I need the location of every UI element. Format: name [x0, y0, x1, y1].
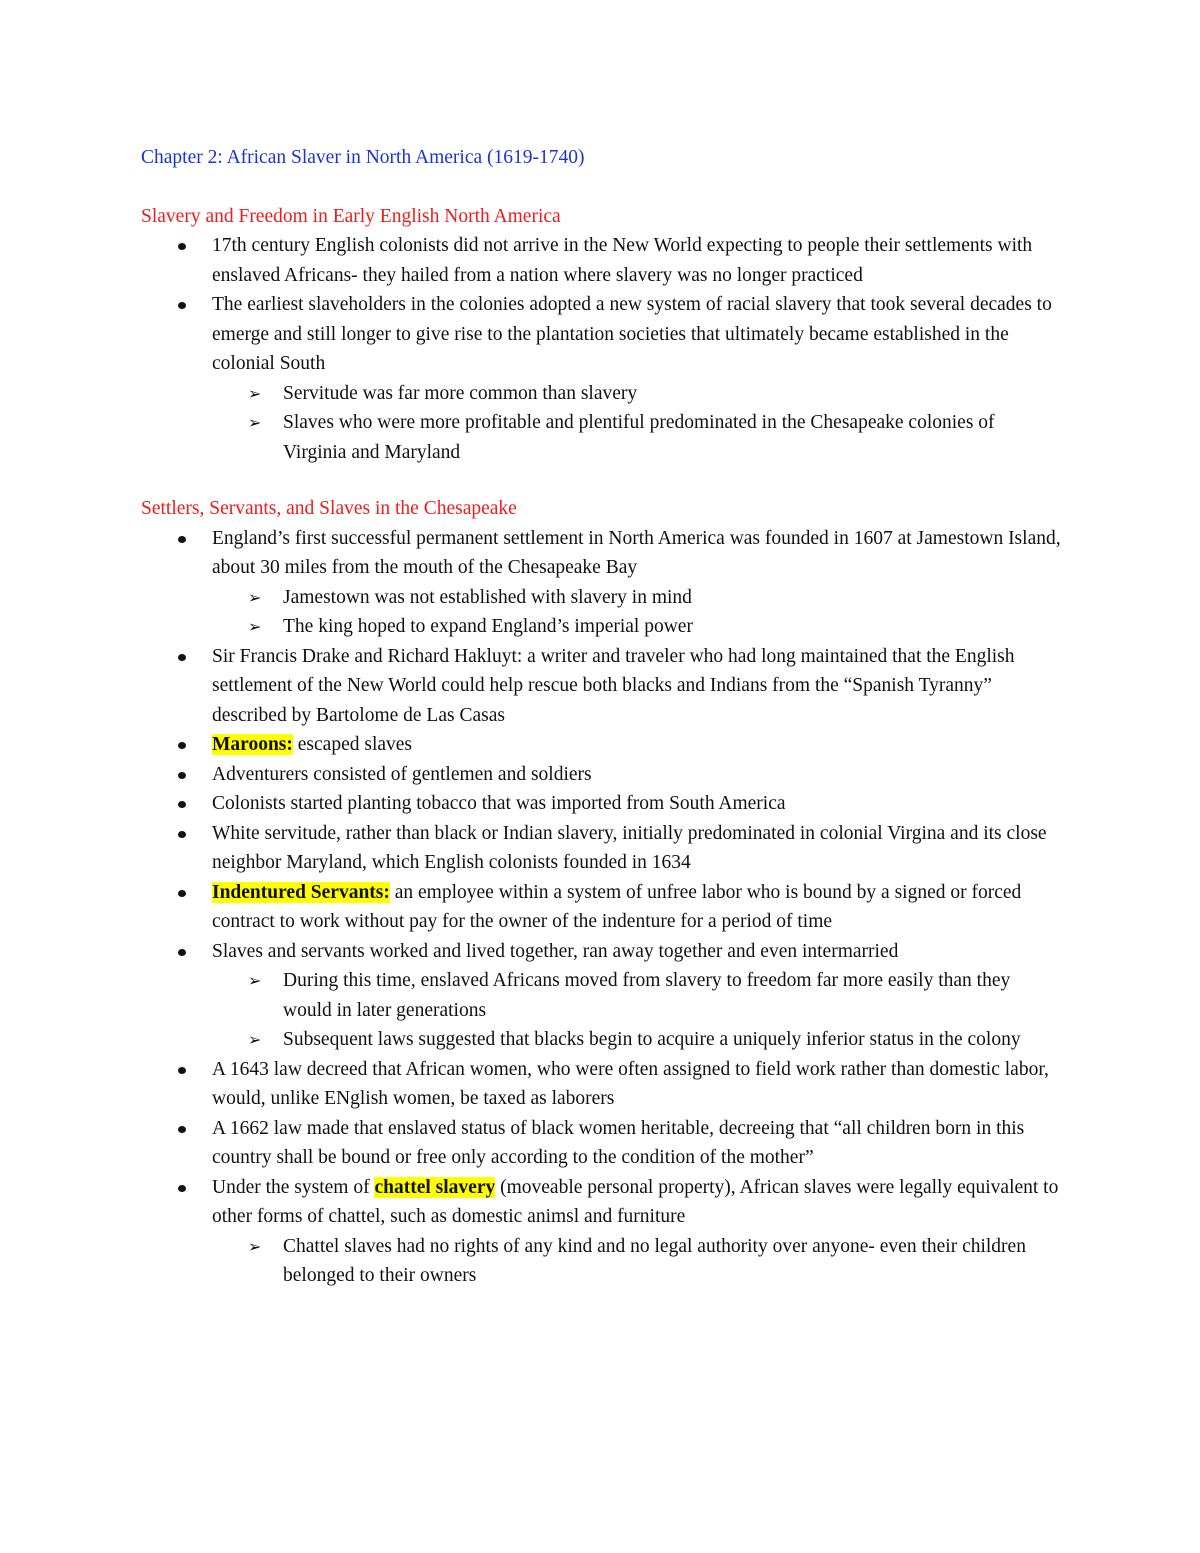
- bullet-icon: [178, 1126, 186, 1133]
- bullet-icon: [178, 890, 186, 897]
- sub-list-item: ➢ Chattel slaves had no rights of any kind and no legal authority over anyone- even their children belonged to their owners: [283, 1232, 1061, 1291]
- sub-bullet-list: [212, 966, 1061, 1055]
- list-item: The earliest slaveholders in the colonies adopted a new system of racial slavery that took several decades to emerge and still longer to give rise to the plantation societies that ultimately became established in the colonial South ➢ Servitude was far more common than slavery ➢ Slaves who were more profitable and plentiful predominated in the Chesapeake colonies of Virginia and Maryland: [212, 290, 1061, 467]
- list-item: Slaves and servants worked and lived together, ran away together and even intermarried ➢ During this time, enslaved Africans moved from slavery to freedom far more easily than they would in later generations ➢ Subsequent laws suggested that blacks begin to acquire a uniquely inferior status in the colony: [212, 937, 1061, 1055]
- sub-bullet-list: [212, 1232, 1061, 1291]
- bullet-list: [141, 524, 1061, 1291]
- highlighted-term: Indentured Servants:: [212, 881, 390, 903]
- bullet-icon: [178, 302, 186, 309]
- arrowhead-bullet-icon: ➢: [248, 383, 262, 403]
- list-item: White servitude, rather than black or Indian slavery, initially predominated in colonial Virgina and its close neighbor Maryland, which English colonists founded in 1634: [212, 819, 1061, 878]
- list-item: England’s first successful permanent settlement in North America was founded in 1607 at Jamestown Island, about 30 miles from the mouth of the Chesapeake Bay ➢ Jamestown was not established with slavery in mind ➢ The king hoped to expand England’s imperial power: [212, 524, 1061, 642]
- list-item: Sir Francis Drake and Richard Hakluyt: a writer and traveler who had long maintained that the English settlement of the New World could help rescue both blacks and Indians from the “Spanish Tyranny” described by Bartolome de Las Casas: [212, 642, 1061, 731]
- highlighted-term: Maroons:: [212, 734, 293, 755]
- list-item: Under the system of chattel slavery (moveable personal property), African slaves were legally equivalent to other forms of chattel, such as domestic animsl and furniture ➢ Chattel slaves had no rights of any kind and no legal authority over anyone- even their children belonged to their owners: [212, 1173, 1061, 1291]
- document-body: [141, 143, 1061, 1291]
- sub-bullet-list: [212, 379, 1061, 468]
- arrowhead-bullet-icon: ➢: [248, 971, 262, 990]
- sub-list-item: ➢ Servitude was far more common than slavery: [283, 379, 1061, 409]
- bullet-icon: [178, 654, 186, 661]
- sub-list-item: ➢ Slaves who were more profitable and plentiful predominated in the Chesapeake colonies of Virginia and Maryland: [283, 408, 1061, 467]
- sub-list-item: ➢ Subsequent laws suggested that blacks begin to acquire a uniquely inferior status in the colony: [283, 1025, 1061, 1055]
- sub-list-item: ➢ Jamestown was not established with slavery in mind: [283, 583, 1061, 613]
- section-heading-slavery-freedom: Slavery and Freedom in Early English North America: [141, 205, 561, 227]
- sub-list-item: ➢ The king hoped to expand England’s imperial power: [283, 612, 1061, 642]
- section-heading-chesapeake: Settlers, Servants, and Slaves in the Chesapeake: [141, 498, 517, 519]
- list-item: Maroons: escaped slaves: [212, 730, 1061, 760]
- arrowhead-bullet-icon: ➢: [248, 413, 262, 432]
- bullet-icon: [178, 1185, 186, 1192]
- chapter-title: Chapter 2: African Slaver in North America (1619-1740): [141, 147, 585, 168]
- arrowhead-bullet-icon: ➢: [248, 1030, 262, 1049]
- bullet-icon: [178, 243, 186, 250]
- list-item: 17th century English colonists did not arrive in the New World expecting to people their settlements with enslaved Africans- they hailed from a nation where slavery was no longer practiced: [212, 231, 1061, 290]
- bullet-icon: [178, 1067, 186, 1074]
- highlighted-term: chattel slavery: [374, 1176, 496, 1198]
- arrowhead-bullet-icon: ➢: [248, 587, 262, 607]
- arrowhead-bullet-icon: ➢: [248, 1236, 262, 1256]
- arrowhead-bullet-icon: ➢: [248, 617, 262, 636]
- sub-list-item: ➢ During this time, enslaved Africans moved from slavery to freedom far more easily than they would in later generations: [283, 966, 1061, 1025]
- bullet-icon: [178, 949, 186, 956]
- bullet-icon: [178, 742, 186, 749]
- list-item: Adventurers consisted of gentlemen and soldiers: [212, 760, 1061, 790]
- list-item: Indentured Servants: an employee within a system of unfree labor who is bound by a signed or forced contract to work without pay for the owner of the indenture for a period of time: [212, 878, 1061, 937]
- bullet-icon: [178, 536, 186, 543]
- list-item: A 1662 law made that enslaved status of black women heritable, decreeing that “all children born in this country shall be bound or free only according to the condition of the mother”: [212, 1114, 1061, 1173]
- bullet-icon: [178, 801, 186, 808]
- list-item: A 1643 law decreed that African women, who were often assigned to field work rather than domestic labor, would, unlike ENglish women, be taxed as laborers: [212, 1055, 1061, 1114]
- bullet-icon: [178, 772, 186, 779]
- bullet-icon: [178, 831, 186, 838]
- sub-bullet-list: [212, 583, 1061, 642]
- bullet-list: [141, 231, 1061, 467]
- list-item: Colonists started planting tobacco that was imported from South America: [212, 789, 1061, 819]
